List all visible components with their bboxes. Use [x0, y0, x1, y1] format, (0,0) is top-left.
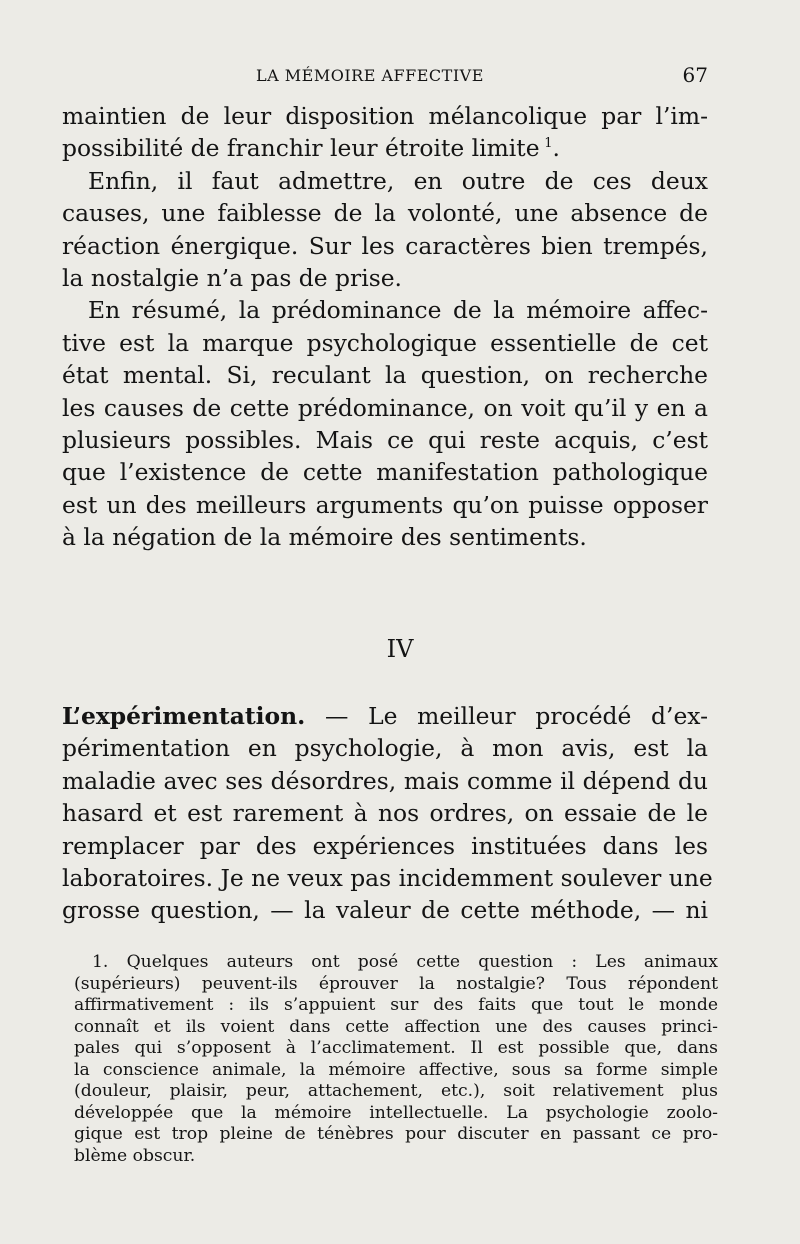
- footnote-line: pales qui s’opposent à l’acclimatement. Il est possible que, dans: [74, 1038, 718, 1058]
- running-head: [60, 63, 708, 90]
- footnote-line: la conscience animale, la mémoire affective, sous sa forme simple: [74, 1059, 718, 1080]
- footnote-marker: 1: [544, 136, 553, 152]
- text-line: remplacer par des expériences instituées dans les: [62, 831, 708, 860]
- text-line: plusieurs possibles. Mais ce qui reste acquis, c’est: [62, 426, 708, 455]
- text-line-end: .: [552, 134, 560, 163]
- footnote-line: blème obscur.: [74, 1145, 196, 1166]
- text-line: Enfin, il faut admettre, en outre de ces deux: [88, 166, 708, 195]
- body-text-block-1: [62, 100, 708, 554]
- text-line: périmentation en psychologie, à mon avis, est la: [62, 734, 708, 763]
- text-line: à la négation de la mémoire des sentiments.: [62, 523, 587, 552]
- section-numeral: IV: [386, 635, 414, 663]
- text-line: [62, 132, 708, 164]
- text-line-content: — Le meilleur procédé d’ex-: [305, 702, 708, 730]
- text-line: est un des meilleurs arguments qu’on puisse opposer: [62, 490, 708, 519]
- text-line: maintien de leur disposition mélancolique par l’im-: [62, 102, 708, 130]
- footnote-line: développée que la mémoire intellectuelle. La psychologie zoolo-: [74, 1102, 718, 1123]
- text-line: causes, une faiblesse de la volonté, une absence de: [62, 199, 708, 228]
- text-line: la nostalgie n’a pas de prise.: [62, 264, 402, 293]
- footnote-line: (supérieurs) peuvent-ils éprouver la nostalgie? Tous répondent: [74, 973, 718, 994]
- text-line: laboratoires. Je ne veux pas incidemment soulever une: [62, 864, 713, 893]
- page-number: 67: [682, 63, 708, 87]
- footnote-line: (douleur, plaisir, peur, attachement, etc.), soit relativement plus: [74, 1081, 718, 1101]
- text-line: En résumé, la prédominance de la mémoire affec-: [88, 296, 708, 325]
- text-line: hasard et est rarement à nos ordres, on essaie de le: [62, 799, 708, 828]
- text-line: tive est la marque psychologique essentielle de cet: [62, 328, 708, 357]
- footnote-line: affirmativement : ils s’appuient sur des faits que tout le monde: [74, 995, 718, 1015]
- running-title: LA MÉMOIRE AFFECTIVE: [256, 66, 484, 85]
- text-line: grosse question, — la valeur de cette méthode, — ni: [62, 896, 708, 925]
- text-line: réaction énergique. Sur les caractères bien trempés,: [62, 231, 708, 260]
- text-line: maladie avec ses désordres, mais comme il dépend du: [62, 766, 708, 795]
- text-line: les causes de cette prédominance, on voit qu’il y en a: [62, 393, 708, 422]
- text-line: état mental. Si, reculant la question, on recherche: [62, 361, 708, 390]
- footnote-line: gique est trop pleine de ténèbres pour discuter en passant ce pro-: [74, 1124, 718, 1144]
- section-heading: L’expérimentation.: [62, 702, 306, 730]
- footnote-line: connaît et ils voient dans cette affection une des causes princi-: [74, 1016, 718, 1037]
- body-text-block-2: [62, 700, 713, 927]
- text-line-content: possibilité de franchir leur étroite limite: [62, 134, 540, 163]
- footnote: [74, 952, 718, 1167]
- text-line: [62, 700, 708, 732]
- text-line: que l’existence de cette manifestation pathologique: [62, 458, 708, 487]
- footnote-line: 1. Quelques auteurs ont posé cette question : Les animaux: [92, 952, 718, 972]
